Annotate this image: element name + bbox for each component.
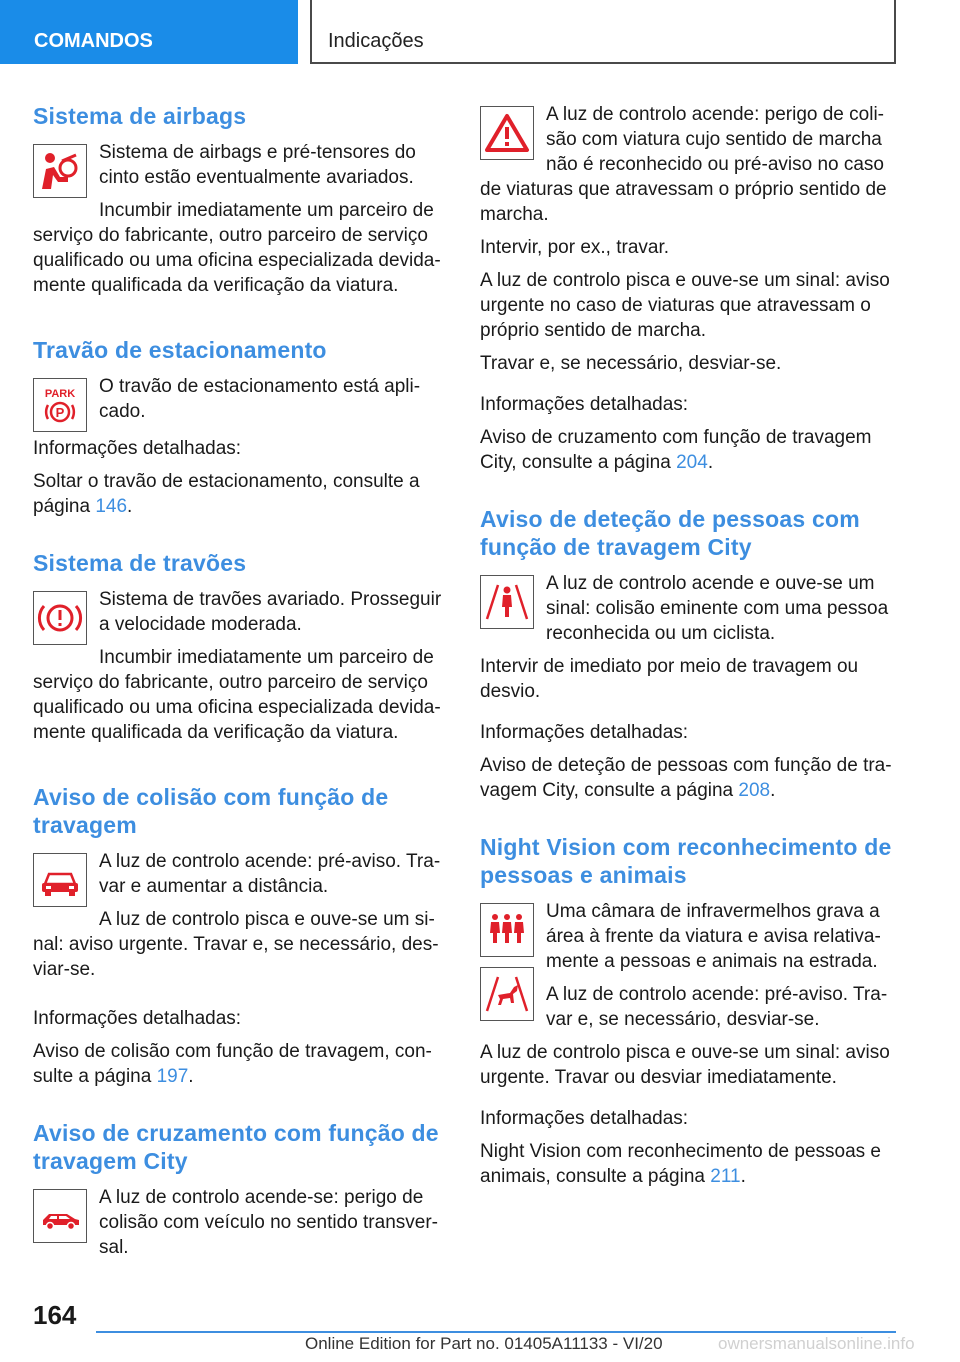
pedestrian-text-4: Aviso de deteção de pessoas com função de travagem City, consulte a página 208. (480, 755, 892, 801)
pedestrian-text-2: Intervir de imediato por meio de travagem ou desvio. (480, 656, 859, 702)
airbags-text-2: Incumbir imediatamente um parceiro de serviço do fabricante, outro parceiro de serviço qualificado ou uma oficina especializada devidamente qualificada da verificação da viatura. (33, 200, 441, 296)
warning-triangle-icon (480, 106, 534, 160)
crossing-cont-text-1: A luz de controlo acende: perigo de colisão com viatura cujo sentido de marcha não é reconhecido ou pré-aviso no caso de viaturas que atravessam o próprio sentido de marcha. (480, 104, 887, 225)
crossing-text-1: A luz de controlo acende-se: perigo de colisão com veículo no sentido transversal. (99, 1187, 438, 1258)
brake-warning-icon (33, 591, 87, 645)
heading-parking-brake: Travão de estacionamento (33, 337, 327, 363)
footer-watermark: ownersmanualsonline.info (718, 1334, 915, 1353)
night-vision-text-1: Uma câmara de infravermelhos grava a área à frente da viatura e avisa relativamente a pessoas e animais na estrada. (546, 901, 881, 972)
night-vision-text-4: Informações detalhadas: (480, 1108, 689, 1129)
collision-text-2: A luz de controlo pisca e ouve-se um sinal: aviso urgente. Travar e, se necessário, desviar-se. (33, 909, 439, 980)
crossing-cont-text-2: Intervir, por ex., travar. (480, 237, 670, 258)
collision-text-3: Informações detalhadas: (33, 1008, 242, 1029)
heading-pedestrian-warning: Aviso de deteção de pessoas com função de travagem City (480, 506, 860, 560)
brakes-text-1: Sistema de travões avariado. Prosseguir a velocidade moderada. (99, 589, 442, 635)
animal-warning-icon (480, 967, 534, 1021)
section-tab (0, 0, 298, 64)
svg-text:P: P (55, 405, 65, 420)
right-column (480, 102, 896, 1197)
parking-text-3: Soltar o travão de estacionamento, consulte a página 146. (33, 471, 420, 517)
crossing-cont-text-5: Informações detalhadas: (480, 394, 689, 415)
footer-divider (96, 1331, 896, 1333)
page-link-211[interactable]: 211 (710, 1166, 741, 1187)
chapter-tab (310, 0, 896, 64)
chapter-label: Indicações (328, 30, 424, 52)
crossing-cont-text-6: Aviso de cruzamento com função de travagem City, consulte a página 204. (480, 427, 872, 473)
park-brake-icon (33, 378, 87, 432)
collision-car-icon (33, 853, 87, 907)
persons-warning-icon (480, 903, 534, 957)
page-number: 164 (33, 1300, 77, 1330)
night-vision-text-5: Night Vision com reconhecimento de pessoas e animais, consulte a página 211. (480, 1141, 881, 1187)
parking-text-1: O travão de estacionamento está aplicado. (99, 376, 421, 422)
pedestrian-warning-icon (480, 575, 534, 629)
heading-night-vision: Night Vision com reconhecimento de pessoas e animais (480, 834, 892, 888)
pedestrian-text-1: A luz de controlo acende e ouve-se um sinal: colisão eminente com uma pessoa reconhecida ou um ciclista. (546, 573, 889, 644)
collision-text-4: Aviso de colisão com função de travagem, consulte a página 197. (33, 1041, 432, 1087)
parking-text-2: Informações detalhadas: (33, 438, 242, 459)
airbag-warning-icon (33, 144, 87, 198)
page-link-146[interactable]: 146 (95, 496, 128, 517)
brakes-text-2: Incumbir imediatamente um parceiro de serviço do fabricante, outro parceiro de serviço qualificado ou uma oficina especializada devidamente qualificada da verificação da viatura. (33, 647, 441, 743)
collision-text-1: A luz de controlo acende: pré-aviso. Travar e aumentar a distância. (99, 851, 441, 897)
heading-brake-system: Sistema de travões (33, 550, 247, 576)
footer-edition: Online Edition for Part no. 01405A11133 - VI/20 (305, 1334, 663, 1353)
crossing-cont-text-4: Travar e, se necessário, desviar-se. (480, 353, 782, 374)
left-column (33, 102, 445, 1268)
night-vision-text-3: A luz de controlo pisca e ouve-se um sinal: aviso urgente. Travar ou desviar imediatamente. (480, 1042, 890, 1088)
pedestrian-text-3: Informações detalhadas: (480, 722, 689, 743)
crossing-car-icon (33, 1189, 87, 1243)
heading-collision-warning: Aviso de colisão com função de travagem (33, 784, 389, 838)
page-link-197[interactable]: 197 (156, 1066, 189, 1087)
airbags-text-1: Sistema de airbags e pré-tensores do cinto estão eventualmente avariados. (99, 142, 416, 188)
page-link-204[interactable]: 204 (676, 452, 708, 473)
park-brake-icon-label: PARK (44, 388, 76, 400)
night-vision-text-2: A luz de controlo acende: pré-aviso. Travar e, se necessário, desviar-se. (546, 984, 888, 1030)
night-vision-icons (480, 899, 534, 1021)
crossing-cont-text-3: A luz de controlo pisca e ouve-se um sinal: aviso urgente no caso de viaturas que atravessam o próprio sentido de marcha. (480, 270, 890, 341)
section-label: COMANDOS (34, 30, 153, 52)
heading-crossing-warning: Aviso de cruzamento com função de travagem City (33, 1120, 439, 1174)
heading-airbags: Sistema de airbags (33, 103, 247, 129)
page-link-208[interactable]: 208 (738, 780, 771, 801)
